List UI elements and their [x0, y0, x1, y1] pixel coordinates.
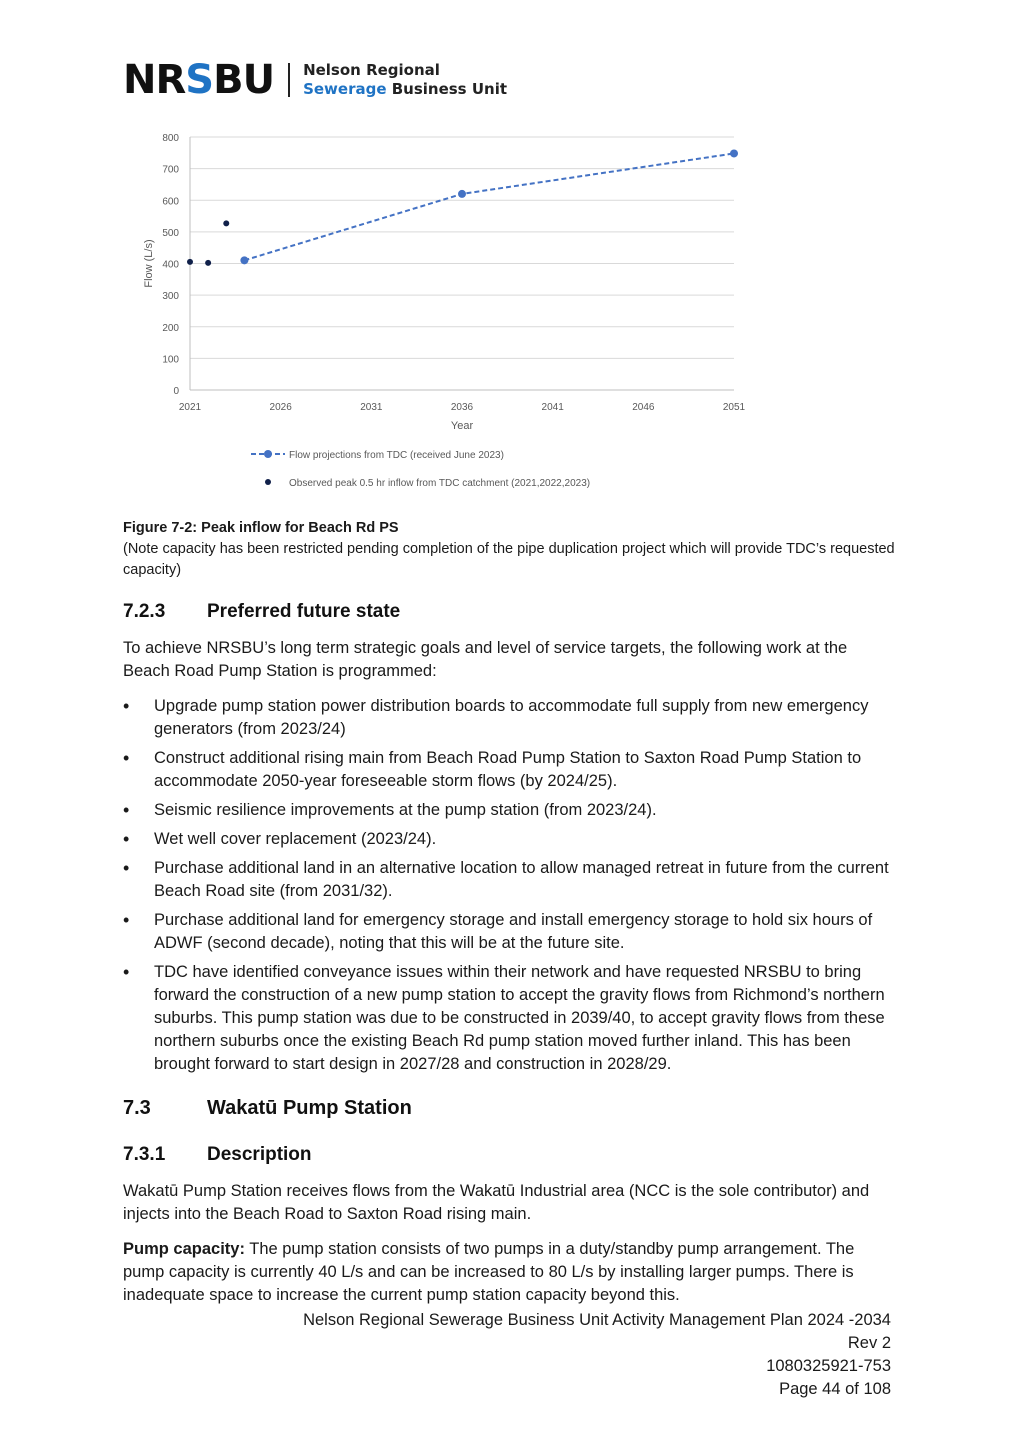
list-item: • Purchase additional land in an alternative location to allow managed retreat in future from the current Beach Road site (from 2031/32). — [123, 857, 898, 903]
section-7-3-1-para1: Wakatū Pump Station receives flows from the Wakatū Industrial area (NCC is the sole contributor) and injects into the Beach Road to Saxton Road rising main. — [123, 1182, 870, 1223]
x-tick-label: 2046 — [632, 402, 655, 413]
projection-point — [730, 149, 738, 157]
legend-projection-marker — [264, 450, 272, 458]
section-7-2-3-intro: To achieve NRSBU’s long term strategic goals and level of service targets, the following work at the Beach Road Pump Station is programmed: — [123, 639, 848, 680]
programmed-works-list — [123, 695, 898, 1082]
projection-point — [240, 256, 248, 264]
footer-document-number: 1080325921-753 — [766, 1357, 891, 1375]
x-tick-label: 2041 — [541, 402, 564, 413]
list-item: • Purchase additional land for emergency storage and install emergency storage to hold six hours of ADWF (second decade), noting that this will be at the future site. — [123, 909, 898, 955]
observed-point — [205, 260, 211, 266]
y-tick-label: 400 — [162, 259, 179, 271]
x-tick-label: 2051 — [722, 402, 746, 413]
figure-caption — [123, 518, 903, 581]
x-tick-label: 2021 — [178, 402, 202, 413]
y-tick-label: 700 — [162, 164, 179, 176]
list-item: • Construct additional rising main from Beach Road Pump Station to Saxton Road Pump Station to accommodate 2050-year foreseeable storm flows (by 2024/25). — [123, 747, 898, 793]
observed-point — [187, 259, 193, 265]
x-tick-label: 2031 — [360, 402, 383, 413]
heading-7-2-3: 7.2.3 Preferred future state — [123, 601, 401, 622]
list-item: • TDC have identified conveyance issues within their network and have requested NRSBU to bring forward the construction of a new pump station to accept the gravity flows from Richmond’s northern suburbs. This pump station was due to be constructed in 2039/40, to accept gravity flows from these northern suburbs once the existing Beach Rd pump station moved further inland. This has been brought forward to start design in 2027/28 and construction in 2028/29. — [123, 961, 898, 1076]
y-tick-label: 500 — [162, 227, 179, 239]
y-tick-label: 800 — [162, 133, 179, 144]
list-item: • Upgrade pump station power distribution boards to accommodate full supply from new emergency generators (from 2023/24) — [123, 695, 898, 741]
projection-line — [244, 153, 734, 260]
pump-capacity-paragraph — [123, 1238, 898, 1307]
y-tick-label: 600 — [162, 196, 179, 208]
list-item: • Wet well cover replacement (2023/24). — [123, 828, 898, 851]
legend-entry-observed: Observed peak 0.5 hr inflow from TDC catchment (2021,2022,2023) — [289, 478, 591, 489]
y-tick-label: 300 — [162, 291, 179, 303]
peak-inflow-chart — [130, 125, 770, 500]
nrsbu-logo — [123, 58, 507, 102]
y-tick-label: 0 — [173, 386, 179, 397]
footer-revision: Rev 2 — [847, 1334, 891, 1352]
observed-point — [223, 220, 229, 226]
pump-capacity-label: Pump capacity: — [123, 1240, 245, 1258]
legend-observed-marker — [265, 479, 271, 485]
x-axis-title: Year — [450, 420, 474, 432]
figure-caption-note: (Note capacity has been restricted pending completion of the pipe duplication project which will provide TDC’s requested capacity) — [123, 541, 895, 578]
footer-page-number: Page 44 of 108 — [779, 1380, 891, 1398]
y-tick-label: 200 — [162, 322, 179, 334]
legend-entry-projection: Flow projections from TDC (received June 2023) — [289, 450, 504, 461]
y-tick-label: 100 — [162, 354, 179, 366]
projection-point — [458, 190, 466, 198]
logo-divider — [288, 63, 290, 97]
heading-7-3: 7.3 Wakatū Pump Station — [123, 1097, 412, 1119]
y-axis-title: Flow (L/s) — [143, 239, 155, 288]
figure-caption-title: Figure 7-2: Peak inflow for Beach Rd PS — [123, 520, 399, 536]
x-tick-label: 2026 — [269, 402, 292, 413]
pump-capacity-text: The pump station consists of two pumps in a duty/standby pump arrangement. The pump capacity is currently 40 L/s and can be increased to 80 L/s by installing larger pumps. There is inadequate space to increase the current pump station capacity beyond this. — [123, 1240, 855, 1304]
x-tick-label: 2036 — [450, 402, 474, 413]
heading-7-3-1: 7.3.1 Description — [123, 1144, 312, 1165]
list-item: • Seismic resilience improvements at the pump station (from 2023/24). — [123, 799, 898, 822]
logo-mark: NRSBU — [123, 57, 275, 103]
footer-document-title: Nelson Regional Sewerage Business Unit Activity Management Plan 2024 -2034 — [303, 1311, 891, 1329]
page-footer — [303, 1309, 891, 1401]
logo-text: Nelson Regional Sewerage Business Unit — [303, 61, 508, 98]
